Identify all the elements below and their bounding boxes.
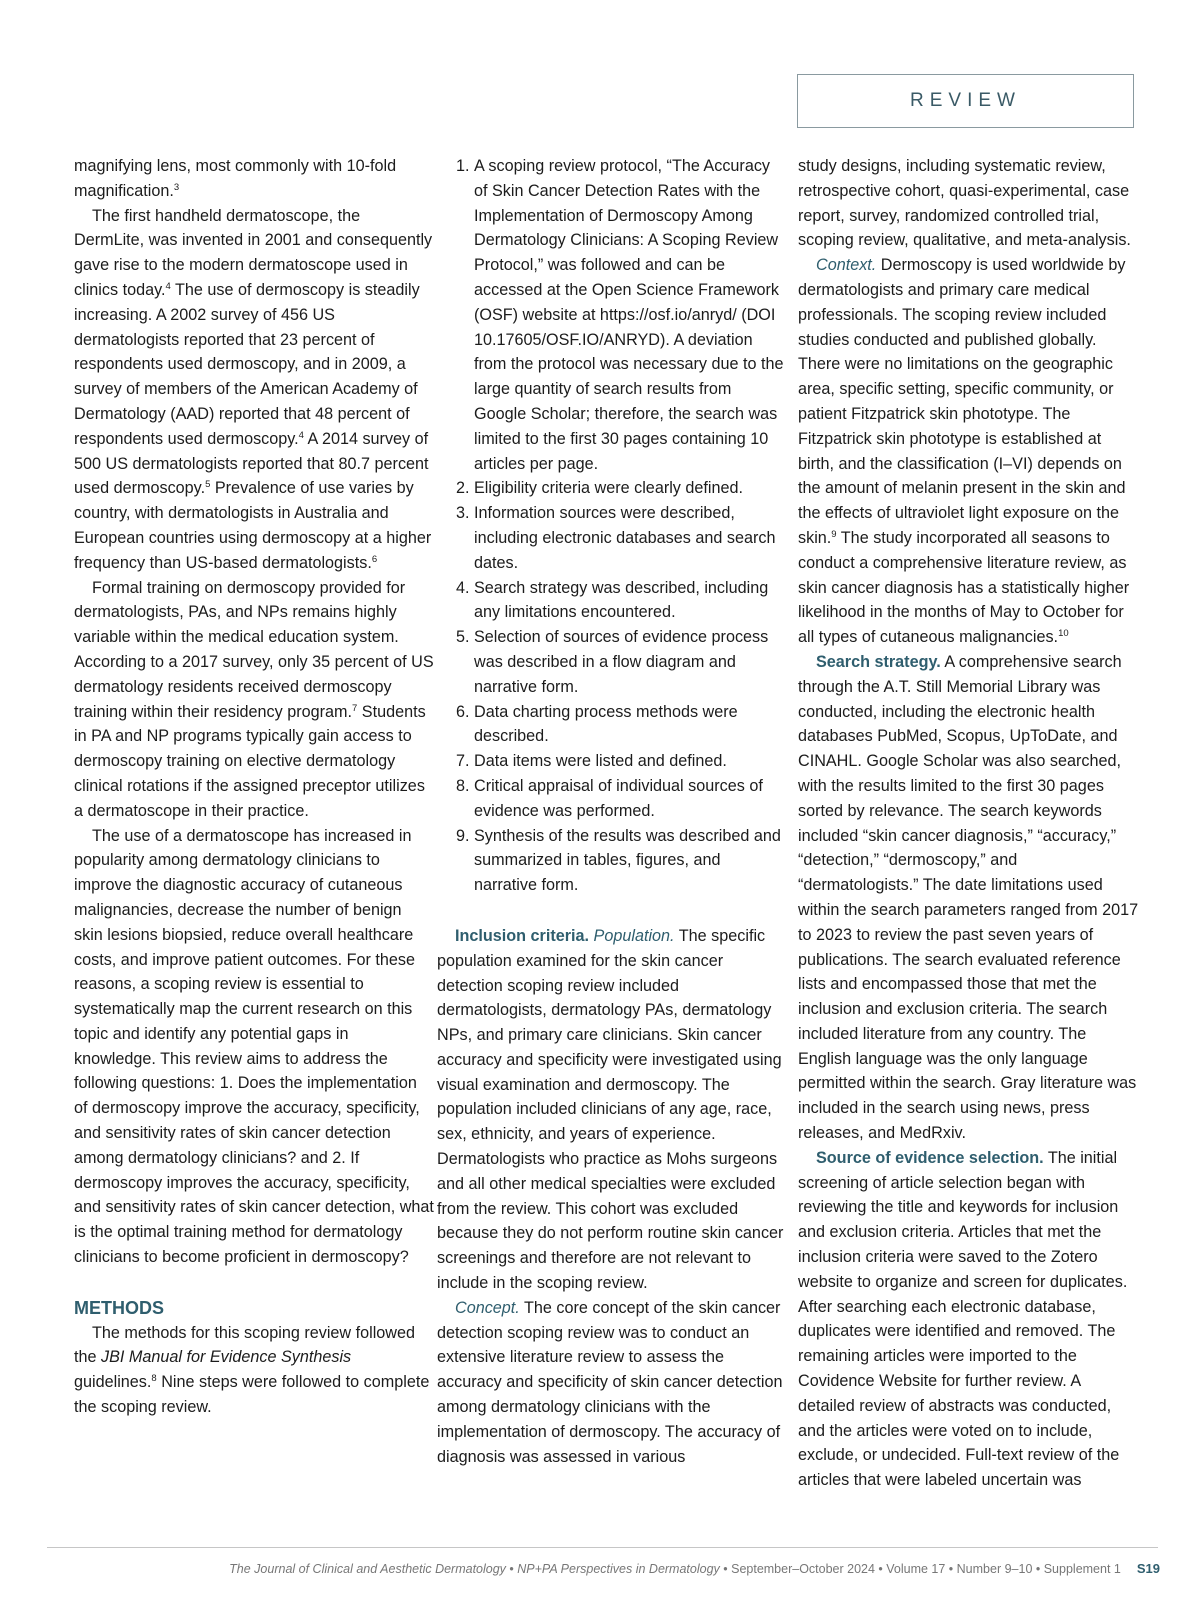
citation: 6 [371, 553, 378, 565]
citation: 5 [205, 479, 211, 491]
list-item: 9. Synthesis of the results was described and summarized in tables, figures, and narrative form. [456, 826, 781, 895]
run-in-heading: Search strategy. [816, 652, 941, 671]
list-item: 6. Data charting process methods were described. [456, 702, 738, 746]
methods-steps-list [437, 154, 784, 898]
paragraph: The first handheld dermatoscope, the DermLite, was invented in 2001 and consequently gave rise to the modern dermatoscope used in clinics today.$^4$ The use of dermoscopy is steadily increasing. A 2002 survey of 456 US dermatologists reported that 23 percent of respondents used dermoscopy, and in 2009, a survey of members of the American Academy of Dermatology (AAD) reported that 48 percent of respondents used dermoscopy.$^4$ A 2014 survey of 500 US dermatologists reported that 80.7 percent used dermoscopy.$^5$ Prevalence of use varies by country, with dermatologists in Australia and European countries using dermoscopy at a higher frequency than US-based dermatologists.$^6$ [74, 206, 433, 572]
paragraph: The use of a dermatoscope has increased in popularity among dermatology clinicians to improve the diagnostic accuracy of cutaneous malignancies, decrease the number of benign skin lesions biopsied, reduce overall healthcare costs, and improve patient outcomes. For these reasons, a scoping review is essential to systematically map the current research on this topic and identify any potential gaps in knowledge. This review aims to address the following questions: 1. Does the implementation of dermoscopy improve the accuracy, specificity, and sensitivity rates of skin cancer detection among dermatology clinicians? and 2. If dermoscopy improves the accuracy, specificity, and sensitivity rates of skin cancer detection, what is the optimal training method for dermatology clinicians to become proficient in dermoscopy? [74, 826, 434, 1267]
paragraph: Context. Dermoscopy is used worldwide by dermatologists and primary care medical professionals. The scoping review included studies conducted and published globally. There were no limitations on the geographic area, specific setting, specific community, or patient Fitzpatrick skin phototype. The Fitzpatrick skin phototype is established at birth, and the classification (I–VI) depends on the amount of melanin present in the skin and the effects of ultraviolet light exposure on the skin.$^9$ The study incorporated all seasons to conduct a comprehensive literature review, as skin cancer diagnosis has a statistically higher likelihood in the months of May to October for all types of cutaneous malignancies.$^{10}$ [798, 256, 1130, 647]
column-middle [437, 154, 784, 1469]
paragraph: Formal training on dermoscopy provided for dermatologists, PAs, and NPs remains highly variable within the medical education system. According to a 2017 survey, only 35 percent of US dermatology residents received dermoscopy training within their residency program.$^7$ Students in PA and NP programs typically gain access to dermoscopy training on elective dermatology clinical rotations if the assigned preceptor utilizes a dermatoscope in their practice. [74, 578, 434, 820]
citation: 7 [352, 702, 358, 714]
journal-title: The Journal of Clinical and Aesthetic Dermatology [229, 1562, 506, 1576]
list-item: 1. A scoping review protocol, “The Accuracy of Skin Cancer Detection Rates with the Implementation of Dermoscopy Among Dermatology Clinicians: A Scoping Review Protocol,” was followed and can be accessed at the Open Science Framework (OSF) website at https://osf.io/anryd/ (DOI 10.17605/OSF.IO/ANRYD). A deviation from the protocol was necessary due to the large quantity of search results from Google Scholar; therefore, the search was limited to the first 30 pages containing 10 articles per page. [456, 157, 784, 473]
column-right [798, 154, 1140, 1493]
column-left [74, 154, 434, 1420]
run-in-heading: Inclusion criteria. [455, 926, 590, 945]
citation: 4 [298, 429, 304, 441]
subheading: Context. [816, 256, 877, 275]
subheading: Concept. [455, 1298, 520, 1317]
subheading: Population. [593, 926, 675, 945]
paragraph: Concept. The core concept of the skin cancer detection scoping review was to conduct an extensive literature review to assess the accuracy and specificity of skin cancer detection among dermatology clinicians with the implementation of dermoscopy. The accuracy of diagnosis was assessed in various [437, 1298, 783, 1466]
footer-rule [47, 1547, 1158, 1548]
citation: 4 [165, 280, 171, 292]
list-item: 3. Information sources were described, including electronic databases and search dates. [456, 504, 776, 572]
paragraph: Inclusion criteria. Population. The specific population examined for the skin cancer detection scoping review included dermatologists, dermatology PAs, dermatology NPs, and primary care clinicians. Skin cancer accuracy and specificity were investigated using visual examination and dermoscopy. The population included clinicians of any age, race, sex, ethnicity, and years of experience. Dermatologists who practice as Mohs surgeons and all other medical specialties were excluded from the review. This cohort was excluded because they do not perform routine skin cancer screenings and therefore are not relevant to include in the scoping review. [437, 926, 784, 1293]
citation: 3 [173, 181, 180, 193]
run-in-heading: Source of evidence selection. [816, 1148, 1044, 1167]
list-item: 2. Eligibility criteria were clearly defined. [456, 479, 743, 498]
paragraph: Search strategy. A comprehensive search through the A.T. Still Memorial Library was conducted, including the electronic health databases PubMed, Scopus, UpToDate, and CINAHL. Google Scholar was also searched, with the results limited to the first 30 pages sorted by relevance. The search keywords included “skin cancer diagnosis,” “accuracy,” “detection,” “dermoscopy,” and “dermatologists.” The date limitations used within the search parameters ranged from 2017 to 2023 to review the past seven years of publications. The search evaluated reference lists and encompassed those that met the inclusion and exclusion criteria. The search included literature from any country. The English language was the only language permitted within the search. Gray literature was included in the search using news, press releases, and MedRxiv. [798, 652, 1139, 1143]
page-footer: The Journal of Clinical and Aesthetic Dermatology • NP+PA Perspectives in Dermatology • September–October 2024 • Volume 17 • Number 9–10 • Supplement 1 S19 [229, 1561, 1160, 1576]
section-heading-methods: METHODS [74, 1297, 164, 1318]
paragraph: Source of evidence selection. The initial screening of article selection began with reviewing the title and keywords for inclusion and exclusion criteria. Articles that met the inclusion criteria were saved to the Zotero website to organize and screen for duplicates. After searching each electronic database, duplicates were identified and removed. The remaining articles were imported to the Covidence Website for further review. A detailed review of abstracts was conducted, and the articles were voted on to include, exclude, or undecided. Full-text review of the articles that were labeled uncertain was [798, 1148, 1128, 1490]
citation: 10 [1058, 628, 1069, 640]
list-item: 5. Selection of sources of evidence process was described in a flow diagram and narrative form. [456, 628, 769, 696]
list-item: 8. Critical appraisal of individual sources of evidence was performed. [456, 776, 763, 820]
section-label: REVIEW [910, 90, 1021, 111]
section-label-box [797, 74, 1134, 128]
list-item: 4. Search strategy was described, including any limitations encountered. [456, 578, 769, 622]
issue-info: • September–October 2024 • Volume 17 • Number 9–10 • Supplement 1 [719, 1562, 1121, 1576]
supplement-title: NP+PA Perspectives in Dermatology [517, 1562, 720, 1576]
paragraph: study designs, including systematic review, retrospective cohort, quasi-experimental, case report, survey, randomized controlled trial, scoping review, qualitative, and meta-analysis. [798, 157, 1131, 250]
page-number: S19 [1136, 1561, 1160, 1576]
citation: 8 [151, 1373, 157, 1385]
citation: 9 [831, 528, 837, 540]
list-item: 7. Data items were listed and defined. [456, 752, 727, 771]
paragraph: magnifying lens, most commonly with 10-fold magnification.$^3$ [74, 157, 397, 200]
paragraph: The methods for this scoping review followed the JBI Manual for Evidence Synthesis guidelines.$^8$ Nine steps were followed to complete the scoping review. [74, 1323, 430, 1417]
